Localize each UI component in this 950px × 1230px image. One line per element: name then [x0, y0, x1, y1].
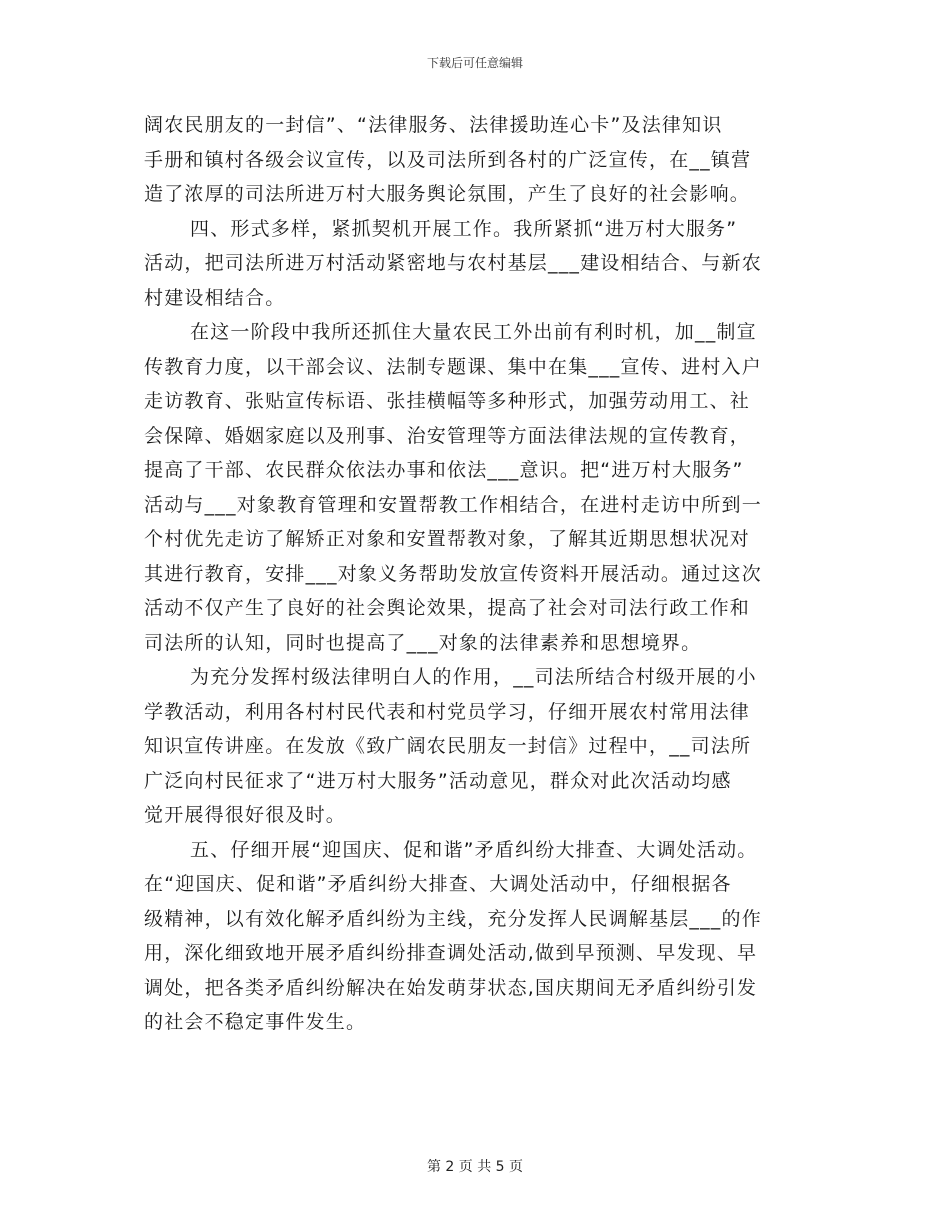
text-line: 手册和镇村各级会议宣传，以及司法所到各村的广泛宣传，在__镇营 [144, 148, 752, 171]
text-line: 其进行教育，安排___对象义务帮助发放宣传资料开展活动。通过这次 [144, 562, 762, 585]
text-line: 造了浓厚的司法所进万村大服务舆论氛围，产生了良好的社会影响。 [144, 183, 751, 205]
text-line: 活动与___对象教育管理和安置帮教工作相结合，在进村走访中所到一 [144, 493, 762, 516]
text-line: 的社会不稳定事件发生。 [144, 1011, 367, 1033]
page-number: 第 2 页 共 5 页 [426, 1159, 524, 1175]
paragraph-first-line: 在这一阶段中我所还抓住大量农民工外出前有利时机，加__制宣 [190, 321, 757, 343]
text-line: 级精神，以有效化解矛盾纠纷为主线，充分发挥人民调解基层___的作 [144, 907, 762, 930]
paragraph-first-line: 五、仔细开展“迎国庆、促和谐”矛盾纠纷大排查、大调处活动。 [190, 838, 758, 861]
text-line: 个村优先走访了解矫正对象和安置帮教对象，了解其近期思想状况对 [144, 528, 751, 550]
paragraph-first-line: 为充分发挥村级法律明白人的作用，__司法所结合村级开展的小 [190, 666, 757, 688]
text-line: 在“迎国庆、促和谐”矛盾纠纷大排查、大调处活动中，仔细根据各 [144, 873, 732, 895]
text-line: 阔农民朋友的一封信”、“法律服务、法律援助连心卡”及法律知识 [144, 114, 723, 136]
text-line: 觉开展得很好很及时。 [144, 804, 347, 826]
text-line: 提高了干部、农民群众依法办事和依法___意识。把“进万村大服务” [144, 459, 744, 481]
text-line: 知识宣传讲座。在发放《致广阔农民朋友一封信》过程中，__司法所 [144, 735, 752, 757]
text-line: 活动不仅产生了良好的社会舆论效果，提高了社会对司法行政工作和 [144, 597, 751, 619]
text-line: 调处，把各类矛盾纠纷解决在始发萌芽状态,国庆期间无矛盾纠纷引发 [144, 976, 758, 999]
text-line: 学教活动，利用各村村民代表和村党员学习，仔细开展农村常用法律 [144, 700, 751, 723]
text-line: 活动，把司法所进万村活动紧密地与农村基层___建设相结合、与新农 [144, 252, 762, 274]
text-line: 走访教育、张贴宣传标语、张挂横幅等多种形式，加强劳动用工、社 [144, 390, 751, 412]
paragraph-first-line: 四、形式多样，紧抓契机开展工作。我所紧抓“进万村大服务” [190, 217, 738, 240]
text-line: 司法所的认知，同时也提高了___对象的法律素养和思想境界。 [144, 631, 702, 654]
text-line: 广泛向村民征求了“进万村大服务”活动意见，群众对此次活动均感 [144, 769, 732, 792]
text-line: 村建设相结合。 [144, 286, 286, 309]
text-line: 用，深化细致地开展矛盾纠纷排查调处活动,做到早预测、早发现、早 [144, 942, 758, 964]
text-line: 传教育力度，以干部会议、法制专题课、集中在集___宣传、进村入户 [144, 355, 762, 378]
document-body [144, 108, 814, 1040]
page-header: 下载后可任意编辑 [426, 56, 523, 70]
text-line: 会保障、婚姻家庭以及刑事、治安管理等方面法律法规的宣传教育， [144, 424, 751, 447]
